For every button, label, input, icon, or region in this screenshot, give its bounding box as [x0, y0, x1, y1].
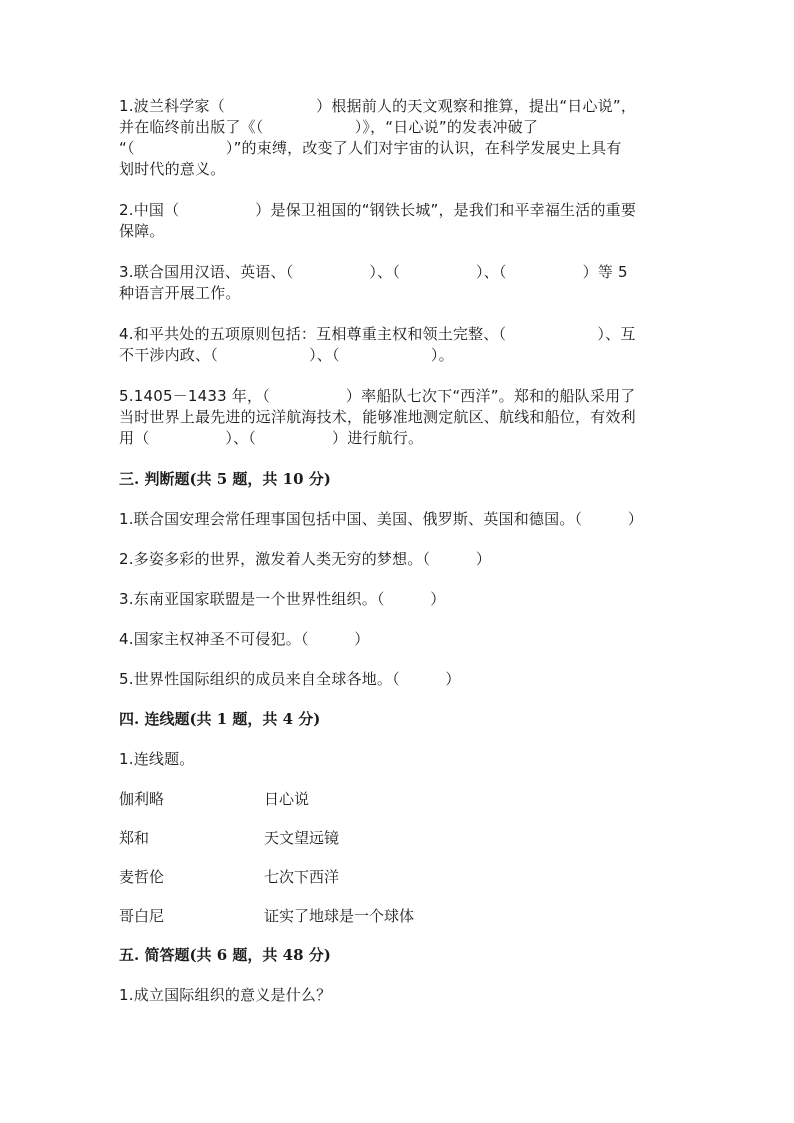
judge-item-4: 4.国家主权神圣不可侵犯。（ ）: [119, 630, 370, 648]
match-left-item: 麦哲伦: [119, 868, 165, 886]
fill-question-5: [119, 386, 675, 449]
question-line: 保障。: [119, 222, 165, 240]
match-left-item: 伽利略: [119, 790, 165, 808]
short-answer-question-1: 1.成立国际组织的意义是什么？: [119, 986, 332, 1004]
match-question: 1.连线题。: [119, 750, 195, 768]
match-row: [119, 906, 675, 927]
match-left-item: 郑和: [119, 829, 150, 847]
exam-page: [119, 96, 675, 1025]
match-row: [119, 867, 675, 888]
section-heading-match: 四. 连线题(共 1 题，共 4 分): [119, 710, 321, 728]
question-line: 种语言开展工作。: [119, 284, 241, 302]
fill-question-3: [119, 262, 675, 304]
question-line: 不干涉内政、（ ）、（ ）。: [119, 346, 454, 364]
question-line: 1.波兰科学家（ ）根据前人的天文观察和推算，提出“日心说”，: [119, 97, 637, 115]
match-row: [119, 828, 675, 849]
match-right-item: 证实了地球是一个球体: [264, 907, 415, 925]
question-line: 用（ ）、（ ）进行航行。: [119, 429, 424, 447]
fill-question-2: [119, 200, 675, 242]
judge-item-1: 1.联合国安理会常任理事国包括中国、美国、俄罗斯、英国和德国。（ ）: [119, 510, 644, 528]
question-line: 4.和平共处的五项原则包括：互相尊重主权和领土完整、（ ）、互: [119, 325, 636, 343]
match-right-item: 日心说: [264, 790, 310, 808]
question-line: 3.联合国用汉语、英语、（ ）、（ ）、（ ）等 5: [119, 263, 628, 281]
question-line: 并在临终前出版了《（ ）》，“日心说”的发表冲破了: [119, 118, 539, 136]
match-right-item: 七次下西洋: [264, 868, 340, 886]
question-line: 划时代的意义。: [119, 160, 226, 178]
match-right-item: 天文望远镜: [264, 829, 340, 847]
section-heading-judge: 三. 判断题(共 5 题，共 10 分): [119, 470, 331, 488]
fill-question-1: [119, 96, 675, 180]
match-row: [119, 789, 675, 810]
judge-item-2: 2.多姿多彩的世界，激发着人类无穷的梦想。（ ）: [119, 550, 492, 568]
judge-item-5: 5.世界性国际组织的成员来自全球各地。（ ）: [119, 670, 461, 688]
question-line: “（ ）”的束缚，改变了人们对宇宙的认识，在科学发展史上具有: [119, 139, 622, 157]
question-line: 2.中国（ ）是保卫祖国的“钢铁长城”，是我们和平幸福生活的重要: [119, 201, 637, 219]
question-line: 当时世界上最先进的远洋航海技术，能够准地测定航区、航线和船位，有效利: [119, 408, 636, 426]
question-line: 5.1405－1433 年，（ ）率船队七次下“西洋”。郑和的船队采用了: [119, 387, 636, 405]
match-left-item: 哥白尼: [119, 907, 165, 925]
judge-item-3: 3.东南亚国家联盟是一个世界性组织。（ ）: [119, 590, 446, 608]
section-heading-short-answer: 五. 简答题(共 6 题，共 48 分): [119, 946, 331, 964]
fill-question-4: [119, 324, 675, 366]
